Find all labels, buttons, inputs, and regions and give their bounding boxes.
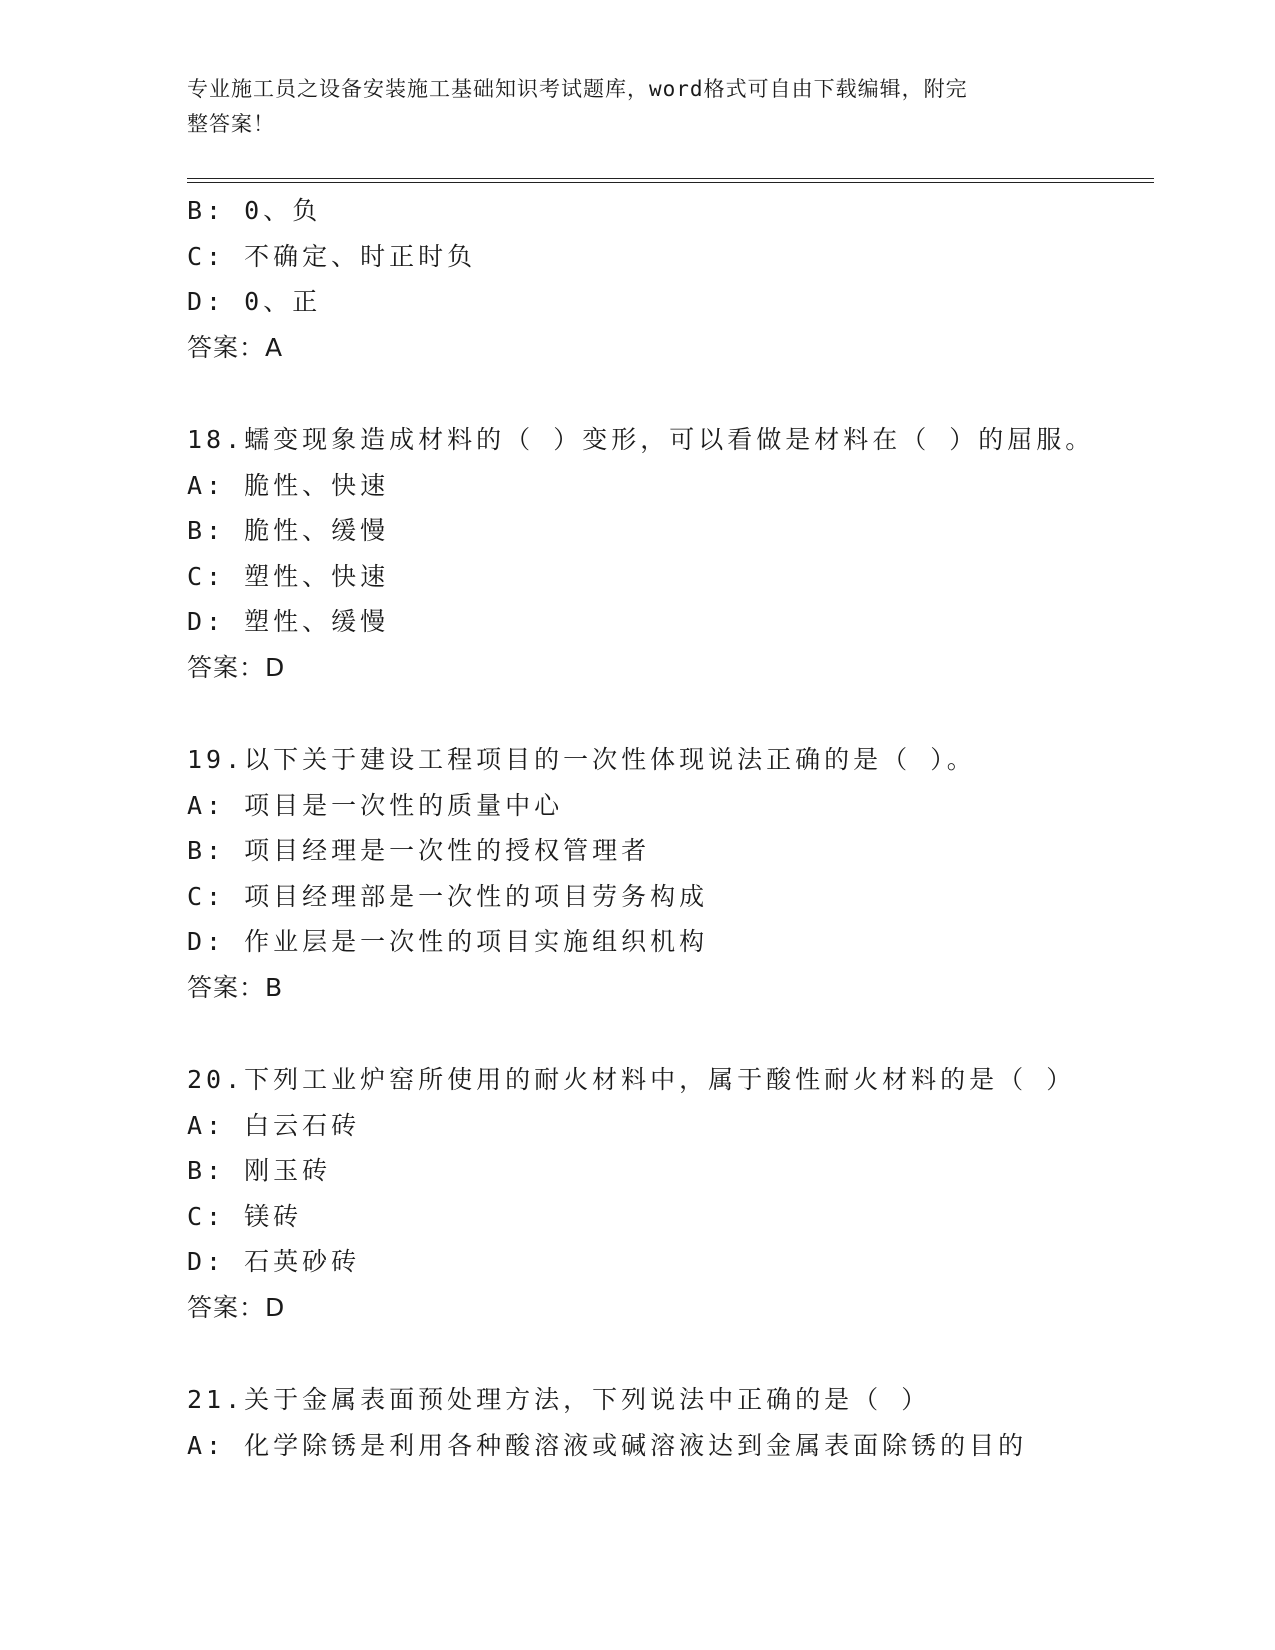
spacer: [187, 1330, 1147, 1377]
question-text: 21.关于金属表面预处理方法，下列说法中正确的是（ ）: [187, 1385, 931, 1414]
option-b: B: 0、负: [187, 196, 322, 225]
answer-line: 答案：A: [187, 332, 284, 362]
option-c: C: 不确定、时正时负: [187, 241, 477, 271]
question-text: 20.下列工业炉窑所使用的耐火材料中，属于酸性耐火材料的是（ ）: [187, 1065, 1076, 1094]
answer-line: 答案：D: [187, 1292, 286, 1322]
document-header: [187, 72, 1067, 142]
option-a: A: 项目是一次性的质量中心: [187, 790, 564, 820]
option-a: A: 化学除锈是利用各种酸溶液或碱溶液达到金属表面除锈的目的: [187, 1430, 1028, 1460]
question-list: [187, 188, 1147, 1468]
option-b: B: 刚玉砖: [187, 1156, 332, 1185]
option-c: C: 镁砖: [187, 1201, 303, 1231]
spacer: [187, 370, 1147, 417]
question-19-block: [187, 737, 1147, 1010]
answer-line: 答案：D: [187, 652, 286, 682]
option-d: D: 0、正: [187, 287, 322, 316]
option-d: D: 塑性、缓慢: [187, 607, 390, 636]
option-b: B: 项目经理是一次性的授权管理者: [187, 836, 651, 865]
question-text: 19.以下关于建设工程项目的一次性体现说法正确的是（ ）。: [187, 745, 976, 774]
option-a: A: 脆性、快速: [187, 470, 390, 500]
question-17-block: [187, 188, 1147, 370]
option-c: C: 项目经理部是一次性的项目劳务构成: [187, 881, 709, 911]
spacer: [187, 690, 1147, 737]
question-21-block: [187, 1377, 1147, 1468]
header-line-1: 专业施工员之设备安装施工基础知识考试题库，word格式可自由下载编辑，附完: [187, 77, 968, 101]
header-rule-bottom: [187, 182, 1154, 183]
option-c: C: 塑性、快速: [187, 561, 390, 591]
spacer: [187, 1010, 1147, 1057]
header-rule-top: [187, 178, 1154, 179]
answer-line: 答案：B: [187, 972, 284, 1002]
question-text: 18.蠕变现象造成材料的（ ）变形，可以看做是材料在（ ）的屈服。: [187, 425, 1095, 454]
question-18-block: [187, 417, 1147, 690]
question-20-block: [187, 1057, 1147, 1330]
option-d: D: 石英砂砖: [187, 1247, 361, 1276]
option-a: A: 白云石砖: [187, 1110, 361, 1140]
header-line-2: 整答案！: [187, 112, 275, 136]
option-b: B: 脆性、缓慢: [187, 516, 390, 545]
option-d: D: 作业层是一次性的项目实施组织机构: [187, 927, 709, 956]
